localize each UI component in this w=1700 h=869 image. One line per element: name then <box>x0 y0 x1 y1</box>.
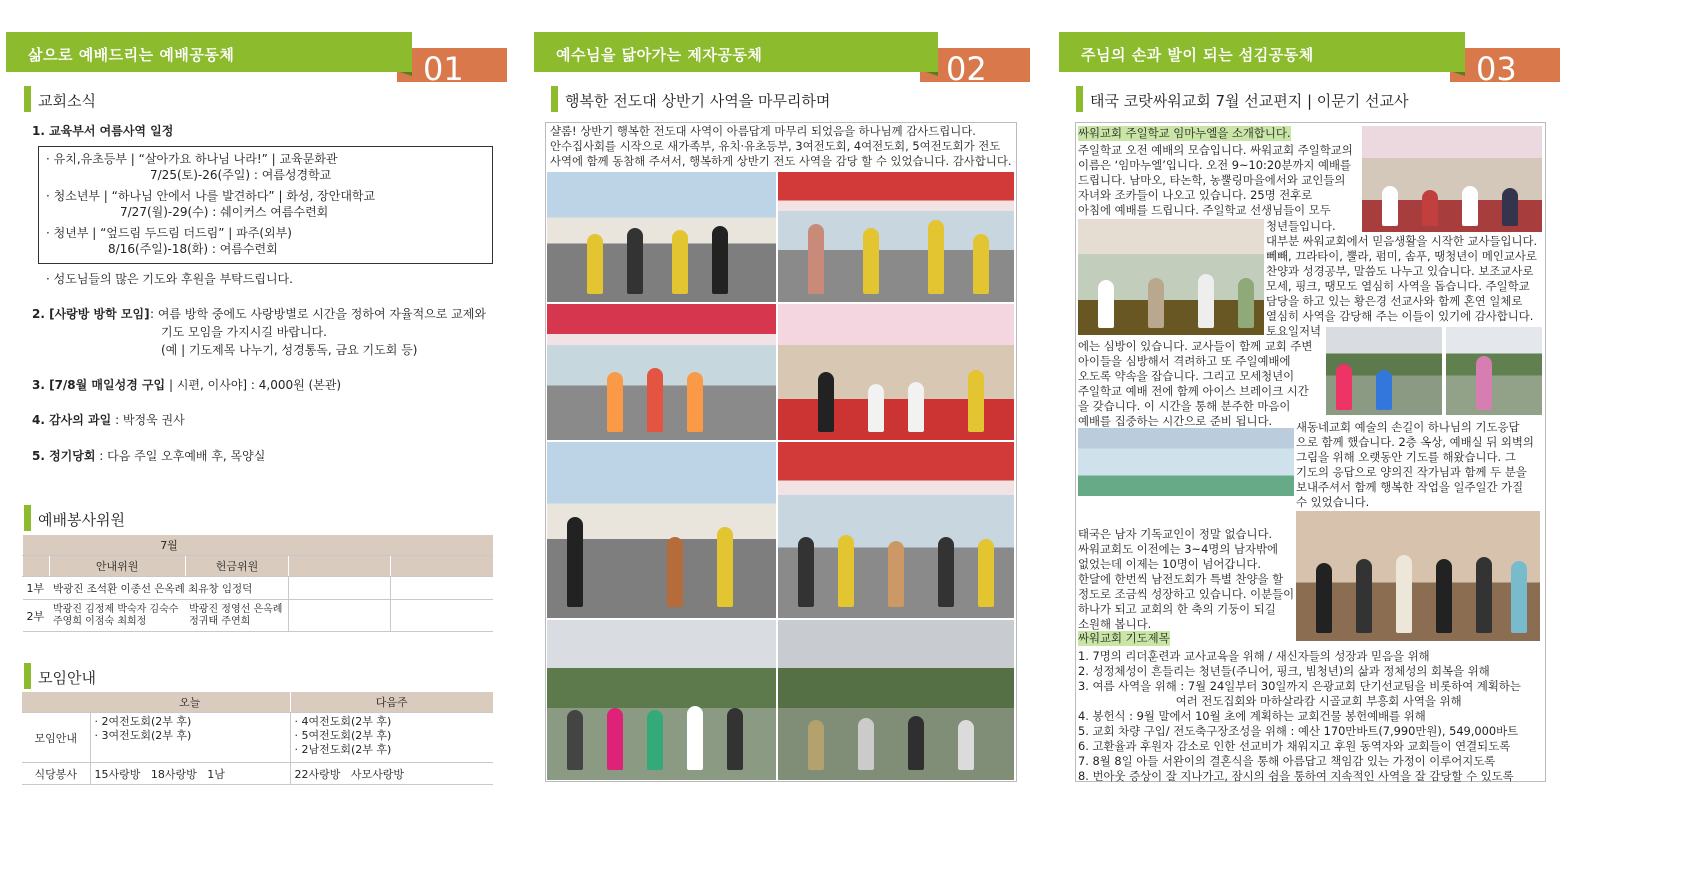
prayer-item: 1. 7명의 리더훈련과 교사교육을 위해 / 새신자들의 성장과 믿음을 위해 <box>1078 649 1430 663</box>
letter-line: 아침에 예배를 드립니다. 주일학교 선생님들이 모두 <box>1078 203 1331 217</box>
page-column-01 <box>0 0 560 869</box>
usher-names-line: 박광진 김정제 박숙자 김숙수 <box>53 603 179 615</box>
sunday-school-photo <box>1362 126 1542 232</box>
evangelism-photo <box>547 172 776 302</box>
schedule-date: 7/27(월)-29(수) : 쉐이커스 여름수련회 <box>120 205 329 219</box>
letter-line: 주일학교 예배 전에 함께 아이스 브레이크 시간 <box>1078 384 1309 398</box>
article-line: 안수집사회를 시작으로 새가족부, 유치·유초등부, 3여전도회, 4여전도회, 5여전도회가 전도 <box>550 139 1001 153</box>
article-title: 행복한 전도대 상반기 사역을 마무리하며 <box>551 90 830 111</box>
letter-line: 수 있었습니다. <box>1296 495 1370 509</box>
letter-line: 오도록 약속을 잡습니다. 그리고 모세청년이 <box>1078 369 1295 383</box>
evangelism-photo <box>547 620 776 780</box>
schedule-date: 7/25(토)-26(주일) : 여름성경학교 <box>150 168 332 182</box>
usher-header: 안내위원 <box>49 556 185 577</box>
prayer-item: 5. 교회 차량 구입/ 전도축구장조성을 위해 : 예산 170만바트(7,990만원), 549,000바트 <box>1078 724 1519 738</box>
service-label: 1부 <box>23 577 50 600</box>
letter-line: 에는 심방이 있습니다. 교사들이 함께 교회 주변 <box>1078 339 1313 353</box>
schedule-line: · 청소년부 | “하나님 안에서 나를 발견하다” | 화성, 장안대학교 <box>46 189 376 203</box>
offering-names-line: 박광진 정영선 은옥례 <box>189 603 283 615</box>
letter-line: 드립니다. 남마오, 타논학, 농뿔링마을에서와 교인들의 <box>1078 173 1346 187</box>
letter-line: 으로 함께 했습니다. 2층 옥상, 예배실 뒤 외벽의 <box>1296 435 1534 449</box>
letter-line: 이름은 ‘임마누엘’입니다. 오전 9~10:20분까지 예배를 <box>1078 158 1352 172</box>
article-line: 샬롬! 상반기 행복한 전도대 사역이 아름답게 마무리 되었음을 하나님께 감사드립니다. <box>550 124 976 138</box>
evangelism-photo <box>547 442 776 618</box>
news-item-1-title: 1. 교육부서 여름사역 일정 <box>32 124 174 138</box>
page-column-03 <box>1078 0 1700 869</box>
prayer-request: · 성도님들의 많은 기도와 후원을 부탁드립니다. <box>46 272 293 286</box>
letter-line: 새동네교회 예술의 손길이 하나님의 기도응답 <box>1296 420 1520 434</box>
kitchen-today: 15사랑방 18사랑방 1남 <box>90 763 290 785</box>
news-item-3 <box>32 377 341 394</box>
letter-line: 모세, 핑크, 땡모도 열심히 사역을 돕습니다. 주일학교 <box>1266 279 1530 293</box>
next-week-header: 다음주 <box>290 692 493 713</box>
news-item-5-text: : 다음 주일 오후예배 후, 목양실 <box>99 449 266 463</box>
today-meetings <box>90 713 290 763</box>
letter-line: 토요일저녁 <box>1266 324 1322 338</box>
evangelism-photo <box>547 304 776 440</box>
letter-line: 소원해 봅니다. <box>1078 617 1152 631</box>
section-number: 01 <box>397 48 507 82</box>
letter-line: 을 갖습니다. 이 시간을 통해 분주한 마음이 <box>1078 399 1291 413</box>
mens-choir-photo <box>1296 511 1540 641</box>
letter-intro-heading: 싸워교회 주일학교 임마누엘을 소개합니다. <box>1078 126 1291 140</box>
news-item-4 <box>32 412 185 429</box>
section-header-title: 예수님을 닮아가는 제자공동체 <box>534 32 938 72</box>
prayer-heading: 싸워교회 기도제목 <box>1078 631 1170 645</box>
section-number: 02 <box>920 48 1030 82</box>
evangelism-photo <box>778 442 1014 618</box>
schedule-line: · 유치,유초등부 | “살아가요 하나님 나라!” | 교육문화관 <box>46 152 338 166</box>
prayer-item: 4. 봉헌식 : 9월 말에서 10월 초에 계획하는 교회건물 봉헌예배를 위해 <box>1078 709 1426 723</box>
letter-line: 기도의 응답으로 양의진 작가님과 함께 두 분을 <box>1296 465 1527 479</box>
prayer-item: 2. 성정체성이 흔들리는 청년들(주니어, 핑크, 빔청년)의 삶과 정체성의 회복을 위해 <box>1078 664 1490 678</box>
offering-names <box>185 600 289 632</box>
letter-line: 자녀와 조카들이 나오고 있습니다. 25명 전후로 <box>1078 188 1313 202</box>
prayer-item: 여러 전도집회와 마하살라캄 시골교회 부흥회 사역을 위해 <box>1078 694 1462 708</box>
news-item-5-title: 5. 정기당회 <box>32 449 96 463</box>
evangelism-photo <box>778 304 1014 440</box>
letter-line: 청년들입니다. <box>1266 219 1336 233</box>
letter-line: 담당을 하고 있는 황은경 선교사와 함께 혼연 일체로 <box>1266 294 1523 308</box>
letter-line: 없었는데 이제는 10명이 넘어갑니다. <box>1078 557 1262 571</box>
news-item-4-text: : 박정욱 권사 <box>115 413 185 427</box>
evangelism-photo <box>778 620 1014 780</box>
meeting-entry: · 4여전도회(2부 후) <box>294 715 392 728</box>
news-item-2-text: (예 | 기도제목 나누기, 성경통독, 금요 기도회 등) <box>161 343 418 357</box>
letter-line: 아이들을 심방해서 격려하고 또 주일예배에 <box>1078 354 1291 368</box>
letter-title: 태국 코랏싸워교회 7월 선교편지 | 이문기 선교사 <box>1076 90 1409 111</box>
offering-names-line: 정귀태 주연희 <box>189 615 251 627</box>
next-week-meetings <box>290 713 493 763</box>
prayer-item: 3. 여름 사역을 위해 : 7월 24일부터 30일까지 은광교회 단기선교팀을 비롯하여 계획하는 <box>1078 679 1521 693</box>
letter-line: 보내주셔서 함께 행복한 작업을 일주일간 가질 <box>1296 480 1524 494</box>
letter-line: 한달에 한번씩 남전도회가 특별 찬양을 할 <box>1078 572 1284 586</box>
news-item-2-text: : 여름 방학 중에도 사랑방별로 시간을 정하여 자율적으로 교제와 <box>150 307 486 321</box>
letter-line: 그림을 위해 오랫동안 기도를 해왔습니다. 그 <box>1296 450 1516 464</box>
letter-line: 찬양과 성경공부, 말씀도 나누고 있습니다. 보조교사로 <box>1266 264 1534 278</box>
meeting-entry: · 2남전도회(2부 후) <box>294 743 392 756</box>
usher-names-line: 주영희 이점숙 최희정 <box>53 615 147 627</box>
news-item-2-title: 2. [사랑방 방학 모임] <box>32 307 150 321</box>
worship-staff-heading: 예배봉사위원 <box>24 509 125 530</box>
letter-line: 예배를 집중하는 시간으로 준비 됩니다. <box>1078 414 1273 428</box>
kitchen-row-label: 식당봉사 <box>22 763 90 785</box>
article-line: 사역에 함께 동참해 주셔서, 행복하게 상반기 전도 사역을 감당 할 수 있었습니다. 감사합니다. <box>550 154 1012 168</box>
visitation-photo <box>1446 327 1542 415</box>
meeting-table <box>22 692 493 785</box>
letter-line: 뻬빼, 끄라타이, 뿔라, 펌미, 솜푸, 땡청년이 메인교사로 <box>1266 249 1537 263</box>
worship-staff-table <box>22 535 493 632</box>
meeting-row-label: 모임안내 <box>22 713 90 763</box>
month-header: 7월 <box>49 535 289 556</box>
teachers-photo <box>1078 219 1264 335</box>
letter-line: 하나가 되고 교회의 한 축의 기둥이 되길 <box>1078 602 1276 616</box>
news-item-3-title: 3. [7/8월 매일성경 구입 <box>32 378 166 392</box>
letter-line: 주일학교 오전 예배의 모습입니다. 싸워교회 주일학교의 <box>1078 143 1353 157</box>
meeting-entry: · 3여전도회(2부 후) <box>94 729 192 742</box>
visitation-photo <box>1326 327 1442 415</box>
section-number: 03 <box>1450 48 1560 82</box>
schedule-line: · 청년부 | “엎드림 두드림 더드림” | 파주(외부) <box>46 226 292 240</box>
schedule-date: 8/16(주일)-18(화) : 여름수련회 <box>108 242 278 256</box>
today-header: 오늘 <box>90 692 290 713</box>
letter-line: 태국은 남자 기독교인이 정말 없습니다. <box>1078 527 1273 541</box>
meeting-entry: · 2여전도회(2부 후) <box>94 715 192 728</box>
meeting-entry: · 5여전도회(2부 후) <box>294 729 392 742</box>
letter-line: 정도로 조금씩 성장하고 있습니다. 이분들이 <box>1078 587 1295 601</box>
service-staff: 박광진 조석환 이종선 은옥례 최유창 임정덕 <box>49 577 289 600</box>
letter-line: 싸워교회도 이전에는 3~4명의 남자밖에 <box>1078 542 1278 556</box>
letter-line: 열심히 사역을 감당해 주는 이들이 있기에 감사합니다. <box>1266 309 1534 323</box>
prayer-item: 7. 8월 8일 아들 서완이의 결혼식을 통해 아름답고 책임감 있는 가정이 이루어지도록 <box>1078 754 1496 768</box>
news-item-3-text: | 시편, 이사야] : 4,000원 (본관) <box>168 378 342 392</box>
section-header-title: 삶으로 예배드리는 예배공동체 <box>6 32 412 72</box>
meeting-heading: 모임안내 <box>24 667 96 688</box>
news-item-2-text: 기도 모임을 가지시길 바랍니다. <box>161 325 327 339</box>
mural-photo <box>1078 428 1294 496</box>
service-label: 2부 <box>23 600 50 632</box>
letter-line: 대부분 싸워교회에서 믿음생활을 시작한 교사들입니다. <box>1266 234 1538 248</box>
evangelism-photo <box>778 172 1014 302</box>
news-item-5 <box>32 448 265 465</box>
news-item-4-title: 4. 감사의 과일 <box>32 413 112 427</box>
prayer-item: 6. 고환율과 후원자 감소로 인한 선교비가 채워지고 후원 동역자와 교회들이 연결되도록 <box>1078 739 1511 753</box>
section-header-title: 주님의 손과 발이 되는 섬김공동체 <box>1059 32 1465 72</box>
offering-header: 헌금위원 <box>185 556 289 577</box>
page-column-02 <box>550 0 1118 869</box>
kitchen-next-week: 22사랑방 사모사랑방 <box>290 763 493 785</box>
usher-names <box>49 600 185 632</box>
news-heading: 교회소식 <box>24 90 96 111</box>
prayer-item: 8. 번아웃 증상이 잘 지나가고, 잠시의 쉼을 통하여 지속적인 사역을 잘 감당할 수 있도록 <box>1078 769 1514 783</box>
